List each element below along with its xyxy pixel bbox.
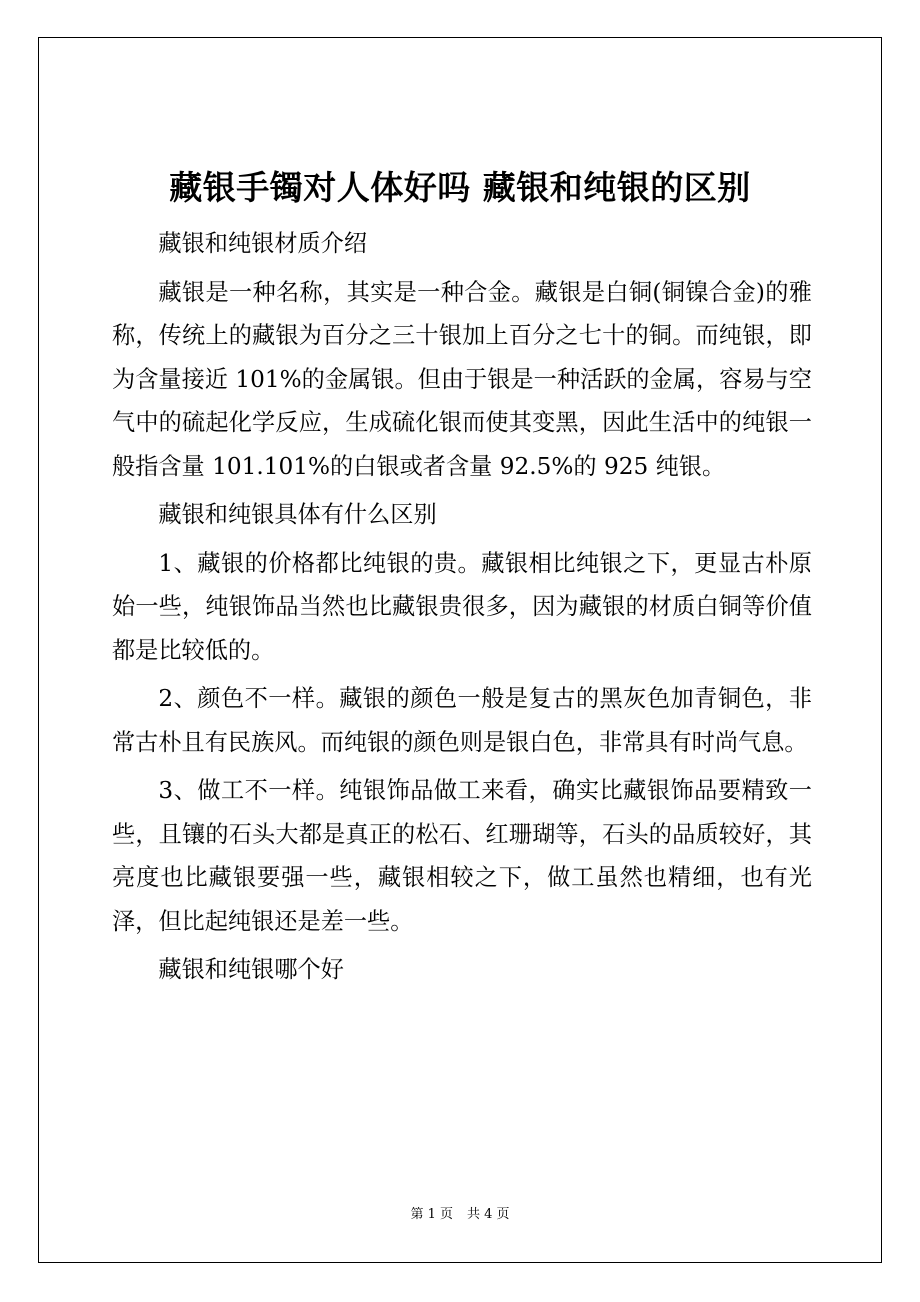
paragraph-difference-price: 1、藏银的价格都比纯银的贵。藏银相比纯银之下，更显古朴原始一些，纯银饰品当然也比藏银贵很多，因为藏银的材质白铜等价值都是比较低的。 — [112, 549, 812, 664]
section-heading-differences: 藏银和纯银具体有什么区别 — [158, 501, 437, 528]
document-body — [112, 222, 812, 997]
page-total: 共 4 页 — [467, 1207, 510, 1222]
section-heading-material-intro: 藏银和纯银材质介绍 — [158, 230, 368, 257]
paragraph-difference-color: 2、颜色不一样。藏银的颜色一般是复古的黑灰色加青铜色，非常古朴且有民族风。而纯银的颜色则是银白色，非常具有时尚气息。 — [112, 685, 812, 756]
section-heading-which-better: 藏银和纯银哪个好 — [158, 956, 344, 983]
document-title: 藏银手镯对人体好吗 藏银和纯银的区别 — [169, 168, 751, 208]
paragraph-difference-craftsmanship: 3、做工不一样。纯银饰品做工来看，确实比藏银饰品要精致一些，且镶的石头大都是真正的松石、红珊瑚等，石头的品质较好，其亮度也比藏银要强一些，藏银相较之下，做工虽然也精细，也有光泽，但比起纯银还是差一些。 — [112, 777, 812, 935]
page-number: 第 1 页 — [410, 1207, 453, 1222]
page-footer — [0, 1205, 920, 1225]
paragraph-material-description: 藏银是一种名称，其实是一种合金。藏银是白铜(铜镍合金)的雅称，传统上的藏银为百分之三十银加上百分之七十的铜。而纯银，即为含量接近 101%的金属银。但由于银是一种活跃的金属，容易与空气中的硫起化学反应，生成硫化银而使其变黑，因此生活中的纯银一般指含量 101.101%的白银或者含量 92.5%的 925 纯银。 — [112, 278, 812, 480]
